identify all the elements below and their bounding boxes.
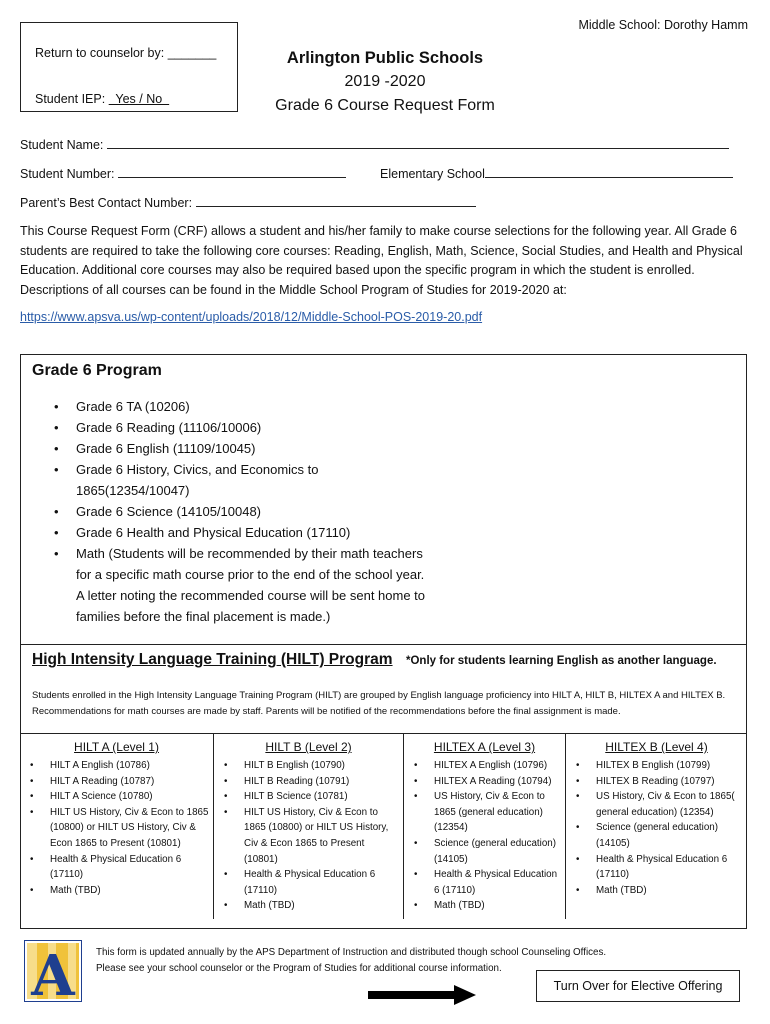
list-item: • Health & Physical Education 6 (17110) — [404, 867, 565, 898]
section-divider — [20, 644, 747, 645]
footer-line-1: This form is updated annually by the APS Department of Instruction and distributed though school Counseling Offices. — [96, 947, 607, 958]
list-item: • HILT A English (10786) — [20, 758, 213, 774]
counselor-box — [20, 22, 238, 112]
list-item: • Math (Students will be recommended by their math teachers for a specific math course prior to the end of the school year. A letter noting the recommended course will be sent home to families before the final placement is made.) — [54, 543, 434, 627]
list-item: • US History, Civ & Econ to 1865( general education) (12354) — [566, 789, 747, 820]
list-item: • Grade 6 Reading (11106/10006) — [54, 417, 434, 438]
return-to-counselor-label: Return to counselor by: _______ — [35, 46, 217, 60]
hilt-level-column — [20, 734, 214, 919]
student-number-input[interactable] — [118, 165, 346, 178]
student-iep-field — [35, 92, 169, 106]
student-number-label: Student Number: — [20, 167, 115, 181]
hilt-note: *Only for students learning English as another language. — [406, 655, 717, 667]
list-item: • US History, Civ & Econ to 1865 (general education) (12354) — [404, 789, 565, 836]
hilt-level-column — [566, 734, 747, 919]
program-of-studies-link[interactable]: https://www.apsva.us/wp-content/uploads/2018/12/Middle-School-POS-2019-20.pdf — [20, 310, 483, 324]
column-heading: HILT B (Level 2) — [265, 740, 352, 754]
school-year: 2019 -2020 — [344, 73, 426, 90]
list-item: • HILT US History, Civ & Econ to 1865 (10800) or HILT US History, Civ & Econ 1865 to Present (10801) — [214, 805, 403, 867]
list-item: • Grade 6 Health and Physical Education (17110) — [54, 522, 434, 543]
list-item: • Health & Physical Education 6 (17110) — [214, 867, 403, 898]
list-item: • Science (general education) (14105) — [566, 820, 747, 851]
form-title: Grade 6 Course Request Form — [275, 97, 495, 114]
list-item: • HILT B Reading (10791) — [214, 774, 403, 790]
list-item: • HILTEX A English (10796) — [404, 758, 565, 774]
column-heading: HILT A (Level 1) — [74, 740, 159, 754]
hilt-description: Students enrolled in the High Intensity Language Training Program (HILT) are grouped by English language proficiency into HILT A, HILT B, HILTEX A and HILTEX B. Recommendations for math courses are made by staff. Parents will be notified of the recommendations before the final assignment is made. — [32, 690, 726, 717]
footer-line-2: Please see your school counselor or the Program of Studies for additional course information. — [96, 962, 502, 974]
list-item: • HILT A Science (10780) — [20, 789, 213, 805]
list-item: • Health & Physical Education 6 (17110) — [20, 852, 213, 883]
hilt-program-title: High Intensity Language Training (HILT) Program — [32, 651, 393, 668]
school-name: Middle School: Dorothy Hamm — [578, 18, 748, 32]
parent-contact-field — [20, 194, 476, 210]
list-item: • Math (TBD) — [214, 898, 403, 914]
hilt-level-column — [214, 734, 404, 919]
district-name: Arlington Public Schools — [286, 49, 484, 67]
list-item: • Math (TBD) — [20, 883, 213, 899]
column-heading: HILTEX A (Level 3) — [433, 740, 536, 754]
student-number-field — [20, 165, 346, 181]
student-name-label: Student Name: — [20, 138, 104, 152]
parent-contact-input[interactable] — [196, 194, 476, 207]
right-arrow-icon — [368, 985, 476, 1005]
student-name-input[interactable] — [107, 136, 729, 149]
grade6-program-title: Grade 6 Program — [32, 362, 162, 379]
elementary-school-label: Elementary School — [380, 167, 485, 181]
elementary-school-input[interactable] — [485, 165, 733, 178]
column-heading: HILTEX B (Level 4) — [605, 740, 708, 754]
list-item: • Grade 6 TA (10206) — [54, 396, 434, 417]
list-item: • Math (TBD) — [566, 883, 747, 899]
list-item: • HILT US History, Civ & Econ to 1865 (10800) or HILT US History, Civ & Econ 1865 to Present (10801) — [20, 805, 213, 852]
aps-logo-icon — [24, 940, 82, 1002]
list-item: • HILT B English (10790) — [214, 758, 403, 774]
hilt-level-column — [404, 734, 566, 919]
form-header — [240, 46, 530, 118]
list-item: • HILTEX B Reading (10797) — [566, 774, 747, 790]
grade6-course-list — [54, 396, 434, 627]
student-name-field — [20, 136, 729, 152]
hilt-levels-table — [20, 733, 747, 929]
turn-over-box: Turn Over for Elective Offering — [536, 970, 740, 1002]
parent-contact-label: Parent’s Best Contact Number: — [20, 196, 193, 210]
list-item: • HILT A Reading (10787) — [20, 774, 213, 790]
logo-letter: A — [31, 943, 75, 1002]
student-iep-options[interactable]: Yes / No — [108, 92, 170, 106]
list-item: • Grade 6 English (11109/10045) — [54, 438, 434, 459]
list-item: • HILTEX A Reading (10794) — [404, 774, 565, 790]
list-item: • HILT B Science (10781) — [214, 789, 403, 805]
student-iep-label: Student IEP: — [35, 92, 109, 106]
list-item: • Science (general education)(14105) — [404, 836, 565, 867]
list-item: • Health & Physical Education 6 (17110) — [566, 852, 747, 883]
list-item: • Math (TBD) — [404, 898, 565, 914]
list-item: • Grade 6 History, Civics, and Economics to 1865(12354/10047) — [54, 459, 434, 501]
intro-paragraph: This Course Request Form (CRF) allows a student and his/her family to make course selections for the following year. All Grade 6 students are required to take the following core courses: Reading, English, Math, Science, Social Studies, and Health and Physical Education. Additional core courses may also be required based upon the specific program in which the student is enrolled. Descriptions of all courses can be found in the Middle School Program of Studies for 2019-2020 at: — [20, 224, 743, 297]
list-item: • Grade 6 Science (14105/10048) — [54, 501, 434, 522]
elementary-school-field — [380, 165, 733, 181]
list-item: • HILTEX B English (10799) — [566, 758, 747, 774]
